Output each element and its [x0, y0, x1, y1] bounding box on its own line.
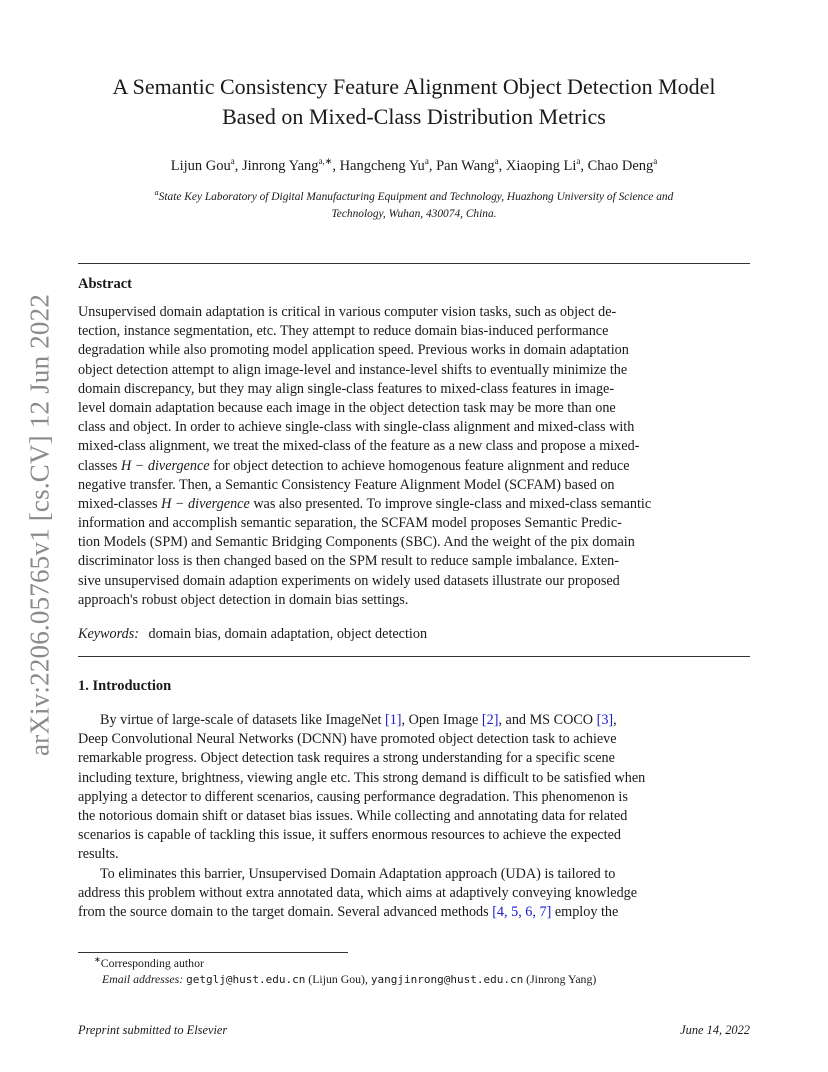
email-link-2[interactable]: yangjinrong@hust.edu.cn [370, 973, 524, 986]
abstract-line: tection, instance segmentation, etc. They attempt to reduce domain bias-induced performance [78, 323, 609, 340]
affiliation-line-2: Technology, Wuhan, 430074, China. [331, 207, 497, 220]
abstract-line: approach's robust object detection in domain bias settings. [78, 591, 409, 608]
intro-line: results. [78, 846, 119, 863]
intro-line: To eliminates this barrier, Unsupervised Domain Adaptation approach (UDA) is tailored to [100, 865, 616, 882]
abstract-line: sive unsupervised domain adaption experiments on widely used datasets illustrate our proposed [78, 572, 620, 589]
paper-title [60, 72, 768, 132]
footnote-corresponding: ∗Corresponding author [94, 955, 204, 970]
abstract-line: negative transfer. Then, a Semantic Consistency Feature Alignment Model (SCFAM) based on [78, 476, 615, 493]
arxiv-identifier-text: arXiv:2206.05765v1 [cs.CV] 12 Jun 2022 [24, 293, 55, 757]
abstract-bottom-rule [78, 656, 750, 657]
author: Hangcheng Yu$^a$, [339, 156, 437, 174]
keywords-text: domain bias, domain adaptation, object detection [148, 626, 428, 642]
intro-line: Deep Convolutional Neural Networks (DCNN) have promoted object detection task to achieve [78, 731, 617, 748]
abstract-line: classes H − divergence for object detection to achieve homogenous feature alignment and reduce [78, 457, 630, 474]
keywords [78, 625, 427, 644]
abstract-line: class and object. In order to achieve single-class with single-class alignment and mixed-class with [78, 419, 635, 436]
affiliation [78, 184, 750, 223]
abstract-line: mixed-classes H − divergence was also presented. To improve single-class and mixed-class semantic [78, 495, 652, 512]
title-line-1: A Semantic Consistency Feature Alignment Object Detection Model [112, 74, 716, 99]
abstract-line: discriminator loss is then changed based on the SPM result to reduce sample imbalance. Exten- [78, 553, 619, 570]
abstract-line: mixed-class alignment, we treat the mixed-class of the feature as a new class and propose a mixed- [78, 438, 640, 455]
footer-preprint-note: Preprint submitted to Elsevier [78, 1023, 228, 1037]
intro-line: By virtue of large-scale of datasets like ImageNet [1], Open Image [2], and MS COCO [3], [100, 712, 617, 728]
abstract-line: degradation while also promoting model application speed. Previous works in domain adaptation [78, 342, 629, 359]
intro-line: including texture, brightness, viewing angle etc. This strong demand is difficult to be satisfied when [78, 769, 646, 786]
email-label: Email addresses: [102, 972, 184, 986]
author: Pan Wang$^a$, [436, 156, 506, 174]
introduction-body [78, 711, 750, 922]
footer-date: June 14, 2022 [680, 1023, 750, 1037]
author-list [60, 151, 768, 176]
intro-line: from the source domain to the target domain. Several advanced methods [4, 5, 6, 7] employ the [78, 903, 619, 920]
author: Lijun Gou$^a$, [170, 156, 242, 174]
intro-line: scenarios is capable of tackling this issue, it suffers enormous resources to achieve the expected [78, 827, 622, 844]
intro-line: remarkable progress. Object detection task requires a strong understanding for a specific scene [78, 750, 615, 767]
footnote-rule [78, 952, 348, 953]
abstract-line: object detection attempt to align image-level and instance-level shifts to eventually minimize the [78, 361, 628, 378]
section-heading-introduction: 1. Introduction [78, 678, 172, 694]
intro-line: address this problem without extra annotated data, which aims at adaptively conveying knowledge [78, 884, 638, 901]
author: Chao Deng$^a$ [587, 156, 658, 174]
intro-line: applying a detector to different scenarios, causing performance degradation. This phenomenon is [78, 788, 628, 805]
abstract-line: Unsupervised domain adaptation is critical in various computer vision tasks, such as object de- [78, 304, 617, 320]
title-line-2: Based on Mixed-Class Distribution Metrics [222, 104, 606, 129]
author: Xiaoping Li$^a$, [505, 156, 588, 174]
abstract-body [78, 303, 750, 610]
intro-line: the notorious domain shift or dataset bias issues. While collecting and annotating data for related [78, 807, 628, 824]
email-link-1[interactable]: getglj@hust.edu.cn [186, 973, 306, 986]
abstract-line: information and accomplish semantic separation, the SCFAM model proposes Semantic Predic- [78, 515, 622, 532]
keywords-label: Keywords: [78, 626, 139, 642]
abstract-line: tion Models (SPM) and Semantic Bridging Components (SBC). And the weight of the pix domain [78, 534, 635, 551]
footnote-emails: Email addresses: getglj@hust.edu.cn (Lijun Gou), yangjinrong@hust.edu.cn (Jinrong Yang) [102, 972, 597, 986]
abstract-heading: Abstract [78, 276, 132, 292]
abstract-line: domain discrepancy, but they may align single-class features to mixed-class features in image- [78, 380, 615, 397]
author: Jinrong Yang$^{a,∗}$, [241, 156, 340, 174]
abstract-top-rule [78, 263, 750, 264]
abstract-line: level domain adaptation because each image in the object detection task may be more than one [78, 399, 616, 416]
affiliation-line-1: $^a$State Key Laboratory of Digital Manufacturing Equipment and Technology, Huazhong University of Science and [154, 188, 674, 203]
arxiv-identifier-watermark [20, 290, 60, 760]
